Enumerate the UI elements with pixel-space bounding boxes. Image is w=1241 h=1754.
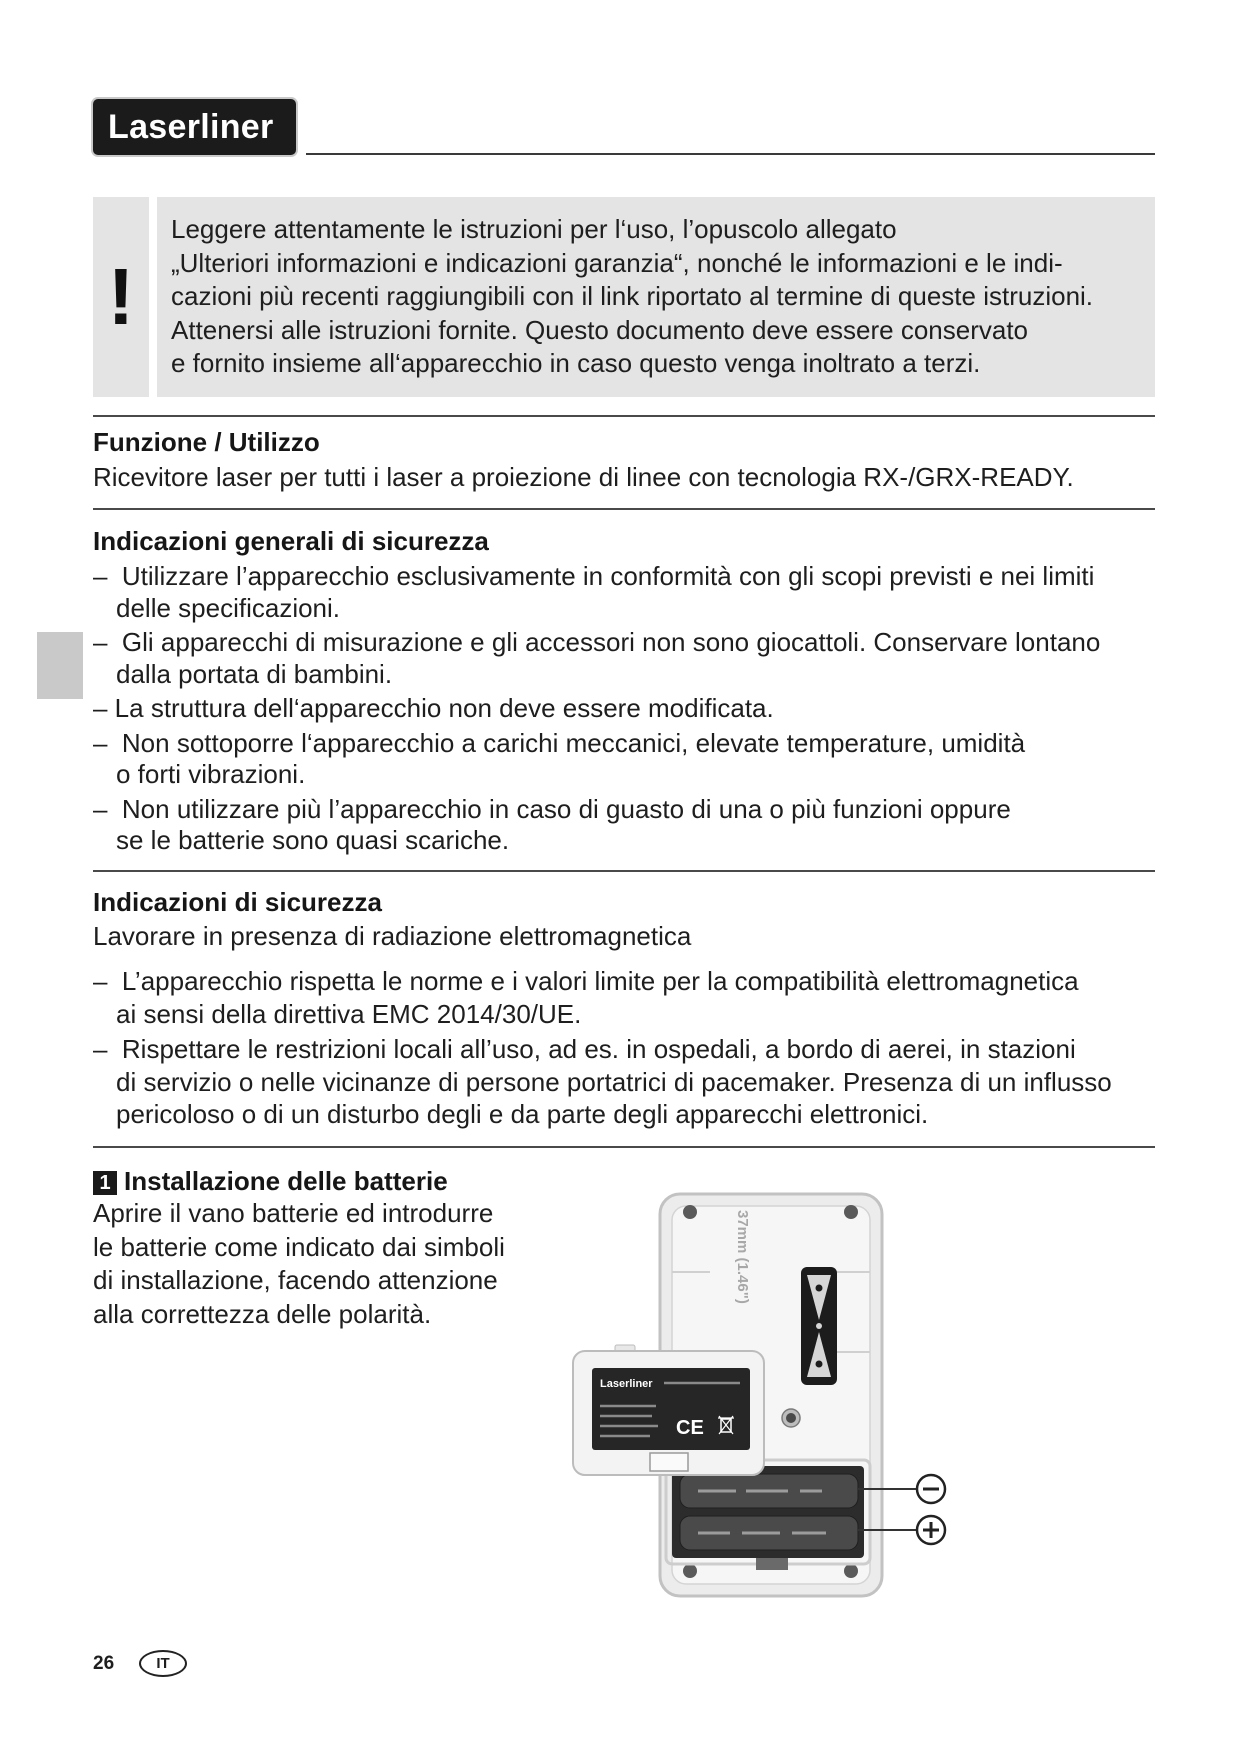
screw-icon bbox=[683, 1564, 697, 1578]
brand-logo bbox=[93, 99, 296, 155]
target-dot bbox=[816, 1285, 823, 1292]
list-item bbox=[93, 627, 1100, 690]
center-mark bbox=[816, 1323, 822, 1329]
safety-heading: Indicazioni di sicurezza bbox=[93, 887, 382, 917]
battery-installation-figure bbox=[560, 1180, 960, 1610]
ce-mark: CE bbox=[676, 1417, 704, 1439]
battery-text-line: Aprire il vano batterie ed introdurre bbox=[93, 1198, 494, 1228]
list-item-line: o forti vibrazioni. bbox=[116, 759, 306, 789]
recycle-bin-icon bbox=[718, 1416, 734, 1434]
section-divider bbox=[93, 508, 1155, 510]
list-item bbox=[93, 561, 1100, 624]
step-number-badge: 1 bbox=[93, 1171, 117, 1195]
general-safety-heading: Indicazioni generali di sicurezza bbox=[93, 526, 489, 556]
compartment-notch bbox=[756, 1558, 788, 1570]
list-item bbox=[93, 1033, 1112, 1131]
list-item bbox=[93, 965, 1112, 1030]
list-item-line: – L’apparecchio rispetta le norme e i valori limite per la compatibilità elettromagnetica bbox=[93, 966, 1079, 996]
general-safety-list bbox=[93, 561, 1100, 857]
notice-line: e fornito insieme all‘apparecchio in caso questo venga inoltrato a terzi. bbox=[171, 348, 981, 378]
warning-mark-box bbox=[93, 197, 149, 397]
plus-icon bbox=[917, 1516, 945, 1544]
minus-icon bbox=[917, 1475, 945, 1503]
list-item-line: delle specificazioni. bbox=[116, 592, 341, 623]
section-divider bbox=[93, 870, 1155, 872]
dimension-label: 37mm (1.46") bbox=[734, 1210, 751, 1304]
chapter-tab bbox=[37, 632, 83, 699]
notice-line: Attenersi alle istruzioni fornite. Questo documento deve essere conservato bbox=[171, 314, 1029, 345]
safety-list bbox=[93, 965, 1112, 1131]
list-item-line: – Non utilizzare più l’apparecchio in caso di guasto di una o più funzioni oppure bbox=[93, 793, 1011, 824]
screw-icon bbox=[844, 1205, 858, 1219]
mount-screw-hole bbox=[786, 1413, 796, 1423]
notice-text bbox=[171, 213, 1093, 381]
list-item-line: di servizio o nelle vicinanze di persone portatrici di pacemaker. Presenza di un influsso bbox=[116, 1066, 1112, 1097]
list-item bbox=[93, 728, 1100, 791]
page-number: 26 bbox=[93, 1653, 115, 1674]
cover-brand: Laserliner bbox=[600, 1378, 653, 1390]
list-item-line: – Rispettare le restrizioni locali all’uso, ad es. in ospedali, a bordo di aerei, in stazioni bbox=[93, 1034, 1076, 1064]
screw-icon bbox=[844, 1564, 858, 1578]
list-item bbox=[93, 693, 1100, 725]
target-dot bbox=[816, 1361, 823, 1368]
list-item-line: ai sensi della direttiva EMC 2014/30/UE. bbox=[116, 998, 582, 1029]
notice-line: „Ulteriori informazioni e indicazioni garanzia“, nonché le informazioni e le indi- bbox=[171, 247, 1063, 278]
section-divider bbox=[93, 415, 1155, 417]
list-item-line: – Utilizzare l’apparecchio esclusivamente in conformità con gli scopi previsti e nei limiti bbox=[93, 561, 1095, 591]
notice-line: cazioni più recenti raggiungibili con il link riportato al termine di queste istruzioni. bbox=[171, 281, 1094, 311]
function-heading: Funzione / Utilizzo bbox=[93, 427, 320, 457]
list-item-line: se le batterie sono quasi scariche. bbox=[116, 825, 510, 855]
battery-heading: Installazione delle batterie bbox=[124, 1166, 448, 1196]
battery-text-line: di installazione, facendo attenzione bbox=[93, 1265, 498, 1295]
list-item-line: dalla portata di bambini. bbox=[116, 658, 393, 689]
exclamation-icon: ! bbox=[107, 252, 135, 341]
cover-tab bbox=[650, 1453, 688, 1471]
section-divider bbox=[93, 1146, 1155, 1148]
safety-subtitle: Lavorare in presenza di radiazione elettromagnetica bbox=[93, 921, 692, 951]
battery-text-line: alla correttezza delle polarità. bbox=[93, 1298, 432, 1329]
header-rule bbox=[306, 153, 1155, 155]
battery-text bbox=[93, 1197, 505, 1331]
list-item bbox=[93, 794, 1100, 857]
list-item-line: – La struttura dell‘apparecchio non deve essere modificata. bbox=[93, 693, 774, 723]
list-item-line: – Non sottoporre l‘apparecchio a carichi meccanici, elevate temperature, umidità bbox=[93, 727, 1026, 758]
battery-text-line: le batterie come indicato dai simboli bbox=[93, 1231, 505, 1262]
function-text: Ricevitore laser per tutti i laser a proiezione di linee con tecnologia RX-/GRX-READY. bbox=[93, 462, 1074, 492]
list-item-line: pericoloso o di un disturbo degli e da parte degli apparecchi elettronici. bbox=[116, 1099, 929, 1129]
notice-line: Leggere attentamente le istruzioni per l‘uso, l’opuscolo allegato bbox=[171, 214, 897, 244]
language-badge: IT bbox=[139, 1650, 187, 1677]
screw-icon bbox=[683, 1205, 697, 1219]
brand-logo-text: Laserliner bbox=[108, 108, 274, 146]
list-item-line: – Gli apparecchi di misurazione e gli accessori non sono giocattoli. Conservare lontano bbox=[93, 627, 1101, 657]
